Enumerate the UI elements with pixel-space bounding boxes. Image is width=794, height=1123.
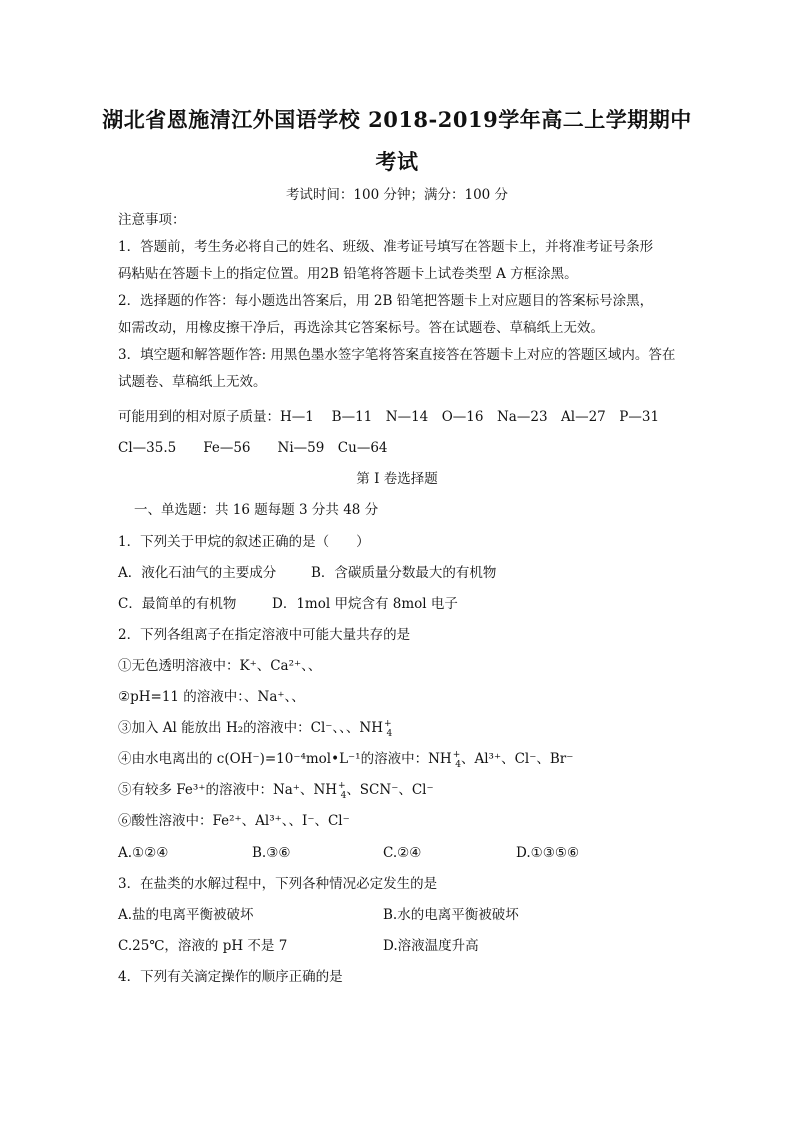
exam-title-line1: 湖北省恩施清江外国语学校 2018-2019学年高二上学期期中 xyxy=(102,107,692,132)
q2-option-a: A.①②④ xyxy=(118,845,169,861)
q3-option-a: A.盐的电离平衡被破坏 xyxy=(118,907,254,923)
exam-info: 考试时间：100 分钟；满分：100 分 xyxy=(285,187,509,203)
q2-statement-5: ⑤有较多 Fe³⁺的溶液中：Na⁺、$NH^+_4$、SCN⁻、Cl⁻ xyxy=(118,781,434,801)
q2-statement-3: ③加入 Al 能放出 H₂的溶液中：Cl⁻、、、$NH^+_4$ xyxy=(118,719,393,739)
section-part1: 一、单选题：共 16 题每题 3 分共 48 分 xyxy=(134,502,379,518)
ammonium-formula: $NH^+_4$ xyxy=(428,750,461,770)
ammonium-formula: $NH^+_4$ xyxy=(313,781,347,801)
q2-statement-6: ⑥酸性溶液中：Fe²⁺、Al³⁺、、I⁻、Cl⁻ xyxy=(118,813,350,829)
atomic-mass-line2: Cl—35.5 Fe—56 Ni—59 Cu—64 xyxy=(118,440,388,456)
q2-option-d: D.①③⑤⑥ xyxy=(516,845,580,861)
ammonium-formula: $NH^+_4$ xyxy=(359,719,393,739)
q3-option-b: B.水的电离平衡被破坏 xyxy=(383,907,519,923)
q2-statement-2: ②pH=11 的溶液中：、Na⁺、、 xyxy=(118,689,305,705)
notice-label: 注意事项： xyxy=(118,212,186,228)
q4-stem: 4．下列有关滴定操作的顺序正确的是 xyxy=(118,969,343,985)
notice-item-2-line2: 如需改动，用橡皮擦干净后，再选涂其它答案标号。答在试题卷、草稿纸上无效。 xyxy=(118,320,604,336)
q2-statement-1: ①无色透明溶液中：K⁺、Ca²⁺、、 xyxy=(118,658,322,674)
notice-item-1-line2: 码粘贴在答题卡上的指定位置。用2B 铅笔将答题卡上试卷类型 A 方框涂黑。 xyxy=(118,266,578,282)
q1-option-a: A．液化石油气的主要成分 xyxy=(118,565,277,581)
q2-option-c: C.②④ xyxy=(383,845,422,861)
q3-option-d: D.溶液温度升高 xyxy=(383,938,479,954)
q1-option-c: C．最简单的有机物 xyxy=(118,596,237,612)
q2-stem: 2．下列各组离子在指定溶液中可能大量共存的是 xyxy=(118,627,411,643)
notice-item-3-line2: 试题卷、草稿纸上无效。 xyxy=(118,374,267,390)
q3-stem: 3．在盐类的水解过程中，下列各种情况必定发生的是 xyxy=(118,876,438,892)
notice-item-2-line1: 2．选择题的作答：每小题选出答案后，用 2B 铅笔把答题卡上对应题目的答案标号涂黑， xyxy=(118,293,654,309)
notice-item-1-line1: 1．答题前，考生务必将自己的姓名、班级、准考证号填写在答题卡上，并将准考证号条形 xyxy=(118,239,654,255)
exam-title-line2: 考试 xyxy=(375,149,419,174)
notice-item-3-line1: 3．填空题和解答题作答: 用黑色墨水签字笔将答案直接答在答题卡上对应的答题区域内。答在 xyxy=(118,347,676,363)
q1-stem: 1．下列关于甲烷的叙述正确的是（ ） xyxy=(118,534,370,550)
atomic-mass-line1: 可能用到的相对原子质量：H—1 B—11 N—14 O—16 Na—23 Al—27 P—31 xyxy=(118,409,660,425)
q2-statement-4: ④由水电离出的 c(OH⁻)=10⁻⁴mol•L⁻¹的溶液中：$NH^+_4$、Al³⁺、Cl⁻、Br⁻ xyxy=(118,750,574,770)
q1-option-b: B．含碳质量分数最大的有机物 xyxy=(311,565,497,581)
section-title: 第 I 卷选择题 xyxy=(356,471,438,487)
q2-option-b: B.③⑥ xyxy=(252,845,291,861)
q3-option-c: C.25℃，溶液的 pH 不是 7 xyxy=(118,938,288,954)
q1-option-d: D．1mol 甲烷含有 8mol 电子 xyxy=(272,596,458,612)
